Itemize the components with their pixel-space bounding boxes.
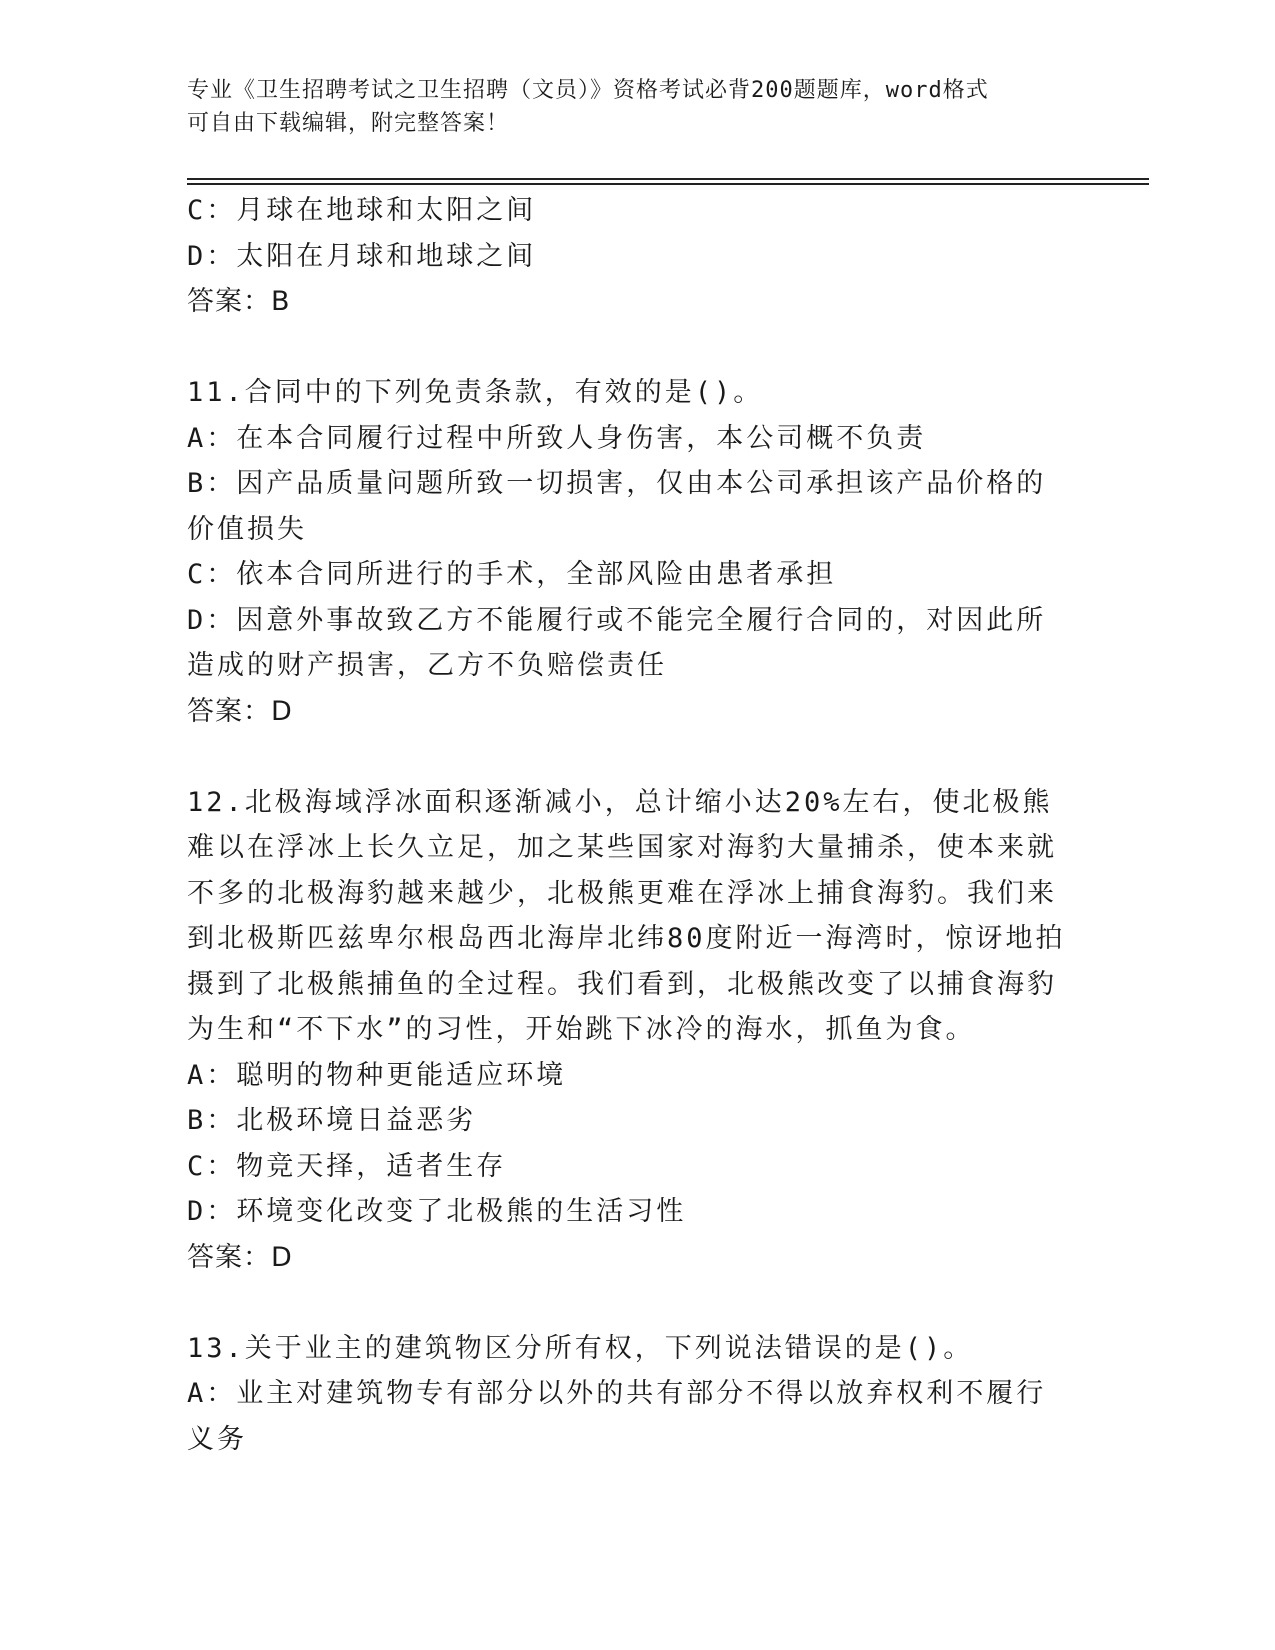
option-a: A：聪明的物种更能适应环境 — [187, 1059, 567, 1091]
answer: 答案：D — [187, 695, 293, 727]
spacer — [187, 734, 1067, 780]
option-b: B：北极环境日益恶劣 — [187, 1105, 477, 1136]
question-11 — [187, 370, 1067, 734]
document-title-line-1: 专业《卫生招聘考试之卫生招聘（文员）》资格考试必背200题题库，word格式 — [187, 78, 989, 103]
document-body — [187, 188, 1067, 1462]
question-stem: 13.关于业主的建筑物区分所有权，下列说法错误的是()。 — [187, 1332, 974, 1364]
spacer — [187, 1280, 1067, 1326]
document-title-line-2: 可自由下载编辑，附完整答案！ — [187, 111, 510, 136]
spacer — [187, 325, 1067, 371]
question-12 — [187, 780, 1067, 1281]
question-stem: 12.北极海域浮冰面积逐渐减小，总计缩小达20%左右，使北极熊难以在浮冰上长久立足，加之某些国家对海豹大量捕杀，使本来就不多的北极海豹越来越少，北极熊更难在浮冰上捕食海豹。我们来到北极斯匹兹卑尔根岛西北海岸北纬80度附近一海湾时，惊讶地拍摄到了北极熊捕鱼的全过程。我们看到，北极熊改变了以捕食海豹为生和“不下水”的习性，开始跳下冰冷的海水，抓鱼为食。 — [187, 786, 1066, 1045]
header-divider — [187, 178, 1149, 188]
page-header — [187, 74, 1067, 140]
option-c: C：月球在地球和太阳之间 — [187, 195, 537, 226]
option-c: C：物竞天择，适者生存 — [187, 1150, 507, 1182]
question-10-tail — [187, 188, 1067, 325]
question-13 — [187, 1326, 1067, 1463]
option-a: A：业主对建筑物专有部分以外的共有部分不得以放弃权利不履行义务 — [187, 1378, 1047, 1455]
question-stem: 11.合同中的下列免责条款，有效的是()。 — [187, 377, 764, 408]
answer: 答案：D — [187, 1241, 293, 1273]
option-d: D：太阳在月球和地球之间 — [187, 240, 537, 272]
option-a: A：在本合同履行过程中所致人身伤害，本公司概不负责 — [187, 422, 927, 454]
option-d: D：因意外事故致乙方不能履行或不能完全履行合同的，对因此所造成的财产损害，乙方不负赔偿责任 — [187, 604, 1047, 681]
option-c: C：依本合同所进行的手术，全部风险由患者承担 — [187, 559, 837, 590]
answer: 答案：B — [187, 286, 291, 317]
option-d: D：环境变化改变了北极熊的生活习性 — [187, 1196, 687, 1227]
divider-line-top — [187, 178, 1149, 180]
divider-line-bottom — [187, 183, 1149, 185]
option-b: B：因产品质量问题所致一切损害，仅由本公司承担该产品价格的价值损失 — [187, 468, 1047, 545]
